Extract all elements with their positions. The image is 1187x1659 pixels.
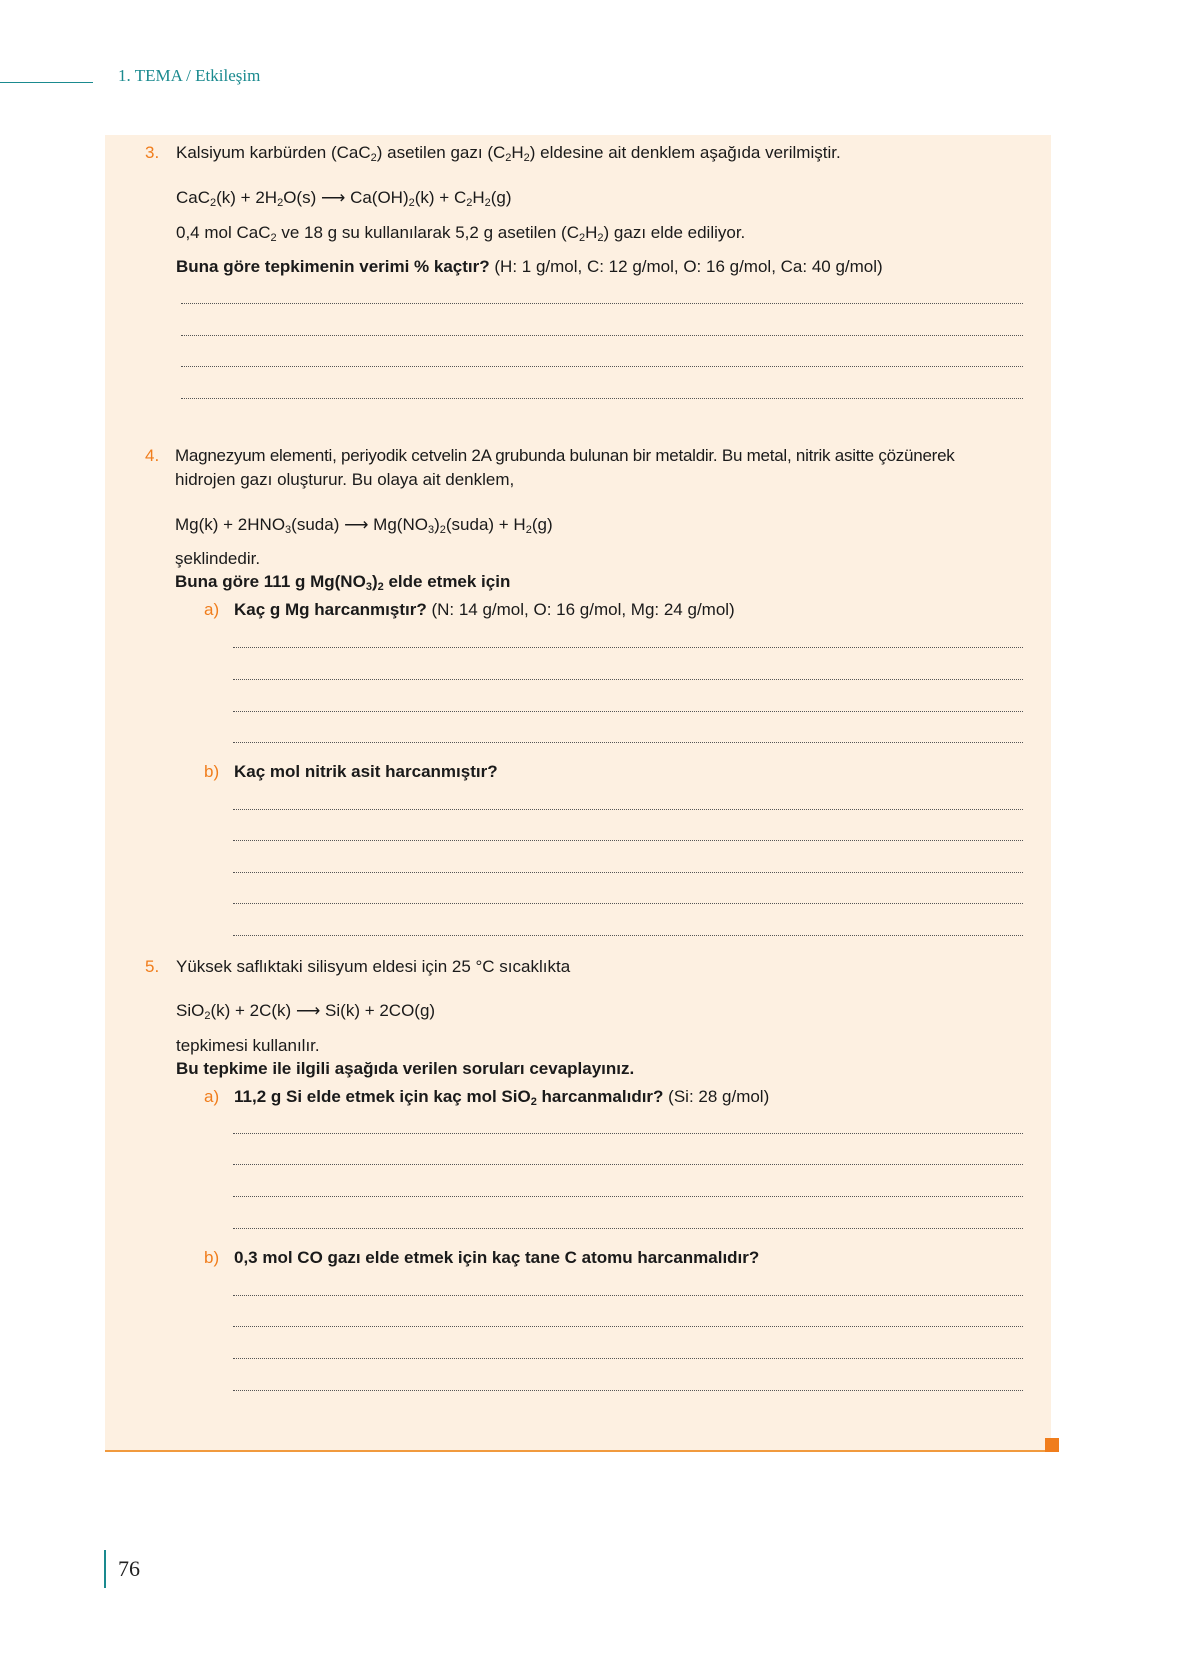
q5a-question: 11,2 g Si elde etmek için kaç mol SiO$_2$ harcanmalıdır? (Si: 28 g/mol) xyxy=(234,1087,770,1108)
answer-line[interactable] xyxy=(181,398,1023,399)
header-rule xyxy=(0,82,93,83)
q4-intro-line2: hidrojen gazı oluşturur. Bu olaya ait denklem, xyxy=(175,470,515,489)
q4a-label: a) xyxy=(204,600,220,619)
answer-line[interactable] xyxy=(233,679,1023,680)
q5b-question: 0,3 mol CO gazı elde etmek için kaç tane C atomu harcanmalıdır? xyxy=(234,1248,760,1267)
answer-line[interactable] xyxy=(233,1196,1023,1197)
q5a-label: a) xyxy=(204,1087,220,1106)
q3-number: 3. xyxy=(145,143,160,162)
q5-intro: Yüksek saflıktaki silisyum eldesi için 25 °C sıcaklıkta xyxy=(176,957,571,976)
q4-number: 4. xyxy=(145,446,160,465)
q3-given: 0,4 mol CaC$_2$ ve 18 g su kullanılarak 5,2 g asetilen $(C_2H_2)$ gazı elde ediliyor. xyxy=(176,223,746,244)
answer-line[interactable] xyxy=(233,1295,1023,1296)
answer-line[interactable] xyxy=(233,935,1023,936)
answer-line[interactable] xyxy=(233,1133,1023,1134)
answer-line[interactable] xyxy=(233,903,1023,904)
answer-line[interactable] xyxy=(181,303,1023,304)
answer-line[interactable] xyxy=(233,1164,1023,1165)
header-title: 1. TEMA / Etkileşim xyxy=(118,66,261,85)
q4-equation: $Mg(k) + 2HNO_3(suda)$ ⟶ $Mg(NO_3)_2(suda) + H_2(g)$ xyxy=(175,515,553,536)
answer-line[interactable] xyxy=(181,366,1023,367)
answer-line[interactable] xyxy=(233,1326,1023,1327)
q4-form-text: şeklindedir. xyxy=(175,549,261,568)
q5-number: 5. xyxy=(145,957,160,976)
answer-line[interactable] xyxy=(233,711,1023,712)
answer-line[interactable] xyxy=(233,1228,1023,1229)
answer-line[interactable] xyxy=(233,872,1023,873)
q4b-question: Kaç mol nitrik asit harcanmıştır? xyxy=(234,762,498,781)
q4b-label: b) xyxy=(204,762,220,781)
answer-line[interactable] xyxy=(233,742,1023,743)
answer-line[interactable] xyxy=(233,809,1023,810)
panel-corner-marker xyxy=(1045,1438,1059,1452)
q4-lead: Buna göre 111 g $Mg(NO_3)_2$ elde etmek için xyxy=(175,572,511,593)
q3-equation: $CaC_2(k) + 2H_2O(s)$ ⟶ $Ca(OH)_2(k) + C_2H_2(g)$ xyxy=(176,188,512,209)
q5-equation: SiO$_2$(k) + 2C(k) ⟶ Si(k) + 2CO(g) xyxy=(176,1001,436,1022)
q5b-label: b) xyxy=(204,1248,220,1267)
answer-line[interactable] xyxy=(233,840,1023,841)
q5-lead: Bu tepkime ile ilgili aşağıda verilen soruları cevaplayınız. xyxy=(176,1059,635,1078)
answer-line[interactable] xyxy=(233,1358,1023,1359)
q4-intro-line1: Magnezyum elementi, periyodik cetvelin 2A grubunda bulunan bir metaldir. Bu metal, nitrik asitte çözünerek xyxy=(175,446,955,465)
page-number-bar xyxy=(104,1550,106,1588)
panel-bottom-rule xyxy=(105,1450,1059,1452)
q4a-question: Kaç g Mg harcanmıştır? (N: 14 g/mol, O: 16 g/mol, Mg: 24 g/mol) xyxy=(234,600,735,619)
q3-intro: Kalsiyum karbürden (CaC$_2$) asetilen gazı $(C_2H_2)$ eldesine ait denklem aşağıda verilmiştir. xyxy=(176,143,841,164)
q5-usage: tepkimesi kullanılır. xyxy=(176,1036,320,1055)
page-number: 76 xyxy=(118,1556,140,1581)
q3-question: Buna göre tepkimenin verimi % kaçtır? (H: 1 g/mol, C: 12 g/mol, O: 16 g/mol, Ca: 40 g/mol) xyxy=(176,257,883,276)
answer-line[interactable] xyxy=(233,1390,1023,1391)
answer-line[interactable] xyxy=(233,647,1023,648)
answer-line[interactable] xyxy=(181,335,1023,336)
